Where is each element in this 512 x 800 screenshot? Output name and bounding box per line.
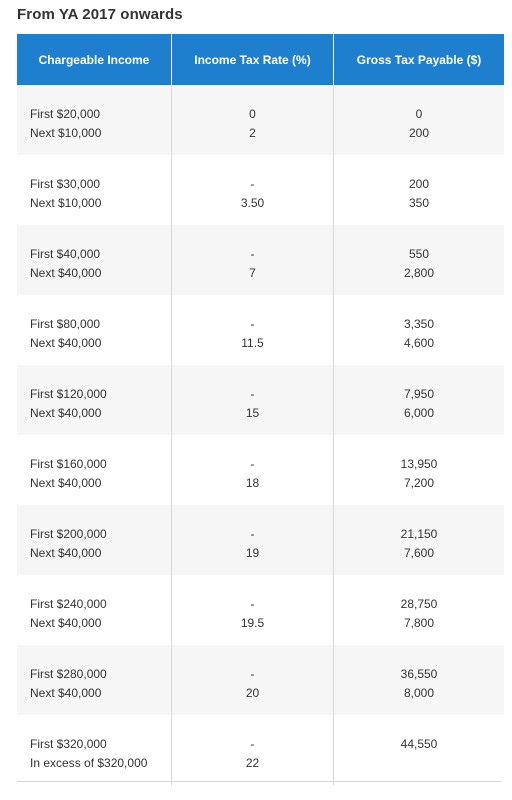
chargeable-income-cell-line: First $120,000 [30,387,107,401]
tax-rate-table-container [17,34,502,785]
table-row [17,295,504,365]
income-tax-rate-cell-line: 11.5 [241,336,264,350]
gross-tax-payable-cell [334,505,505,575]
chargeable-income-cell [17,575,172,645]
income-tax-rate-cell-line: 19.5 [240,616,265,630]
income-tax-rate-cell-line: - [250,597,255,611]
income-tax-rate-cell-line: 7 [249,266,256,280]
chargeable-income-cell [17,715,172,785]
income-tax-rate-cell-line: 2 [249,126,256,140]
table-header [17,34,504,85]
chargeable-income-cell-line: Next $10,000 [30,126,102,140]
chargeable-income-cell-line: Next $10,000 [30,196,102,210]
chargeable-income-cell-line: In excess of $320,000 [30,756,148,770]
gross-tax-payable-cell-line: 350 [408,196,430,210]
tax-rate-table [17,34,504,785]
gross-tax-payable-cell-line: 44,550 [400,737,438,751]
table-row [17,435,504,505]
table-row [17,365,504,435]
income-tax-rate-cell [172,295,334,365]
chargeable-income-cell-line: Next $40,000 [30,616,102,630]
gross-tax-payable-cell-line: 8,000 [403,686,435,700]
table-row [17,575,504,645]
gross-tax-payable-cell-line: 4,600 [403,336,435,350]
table-bottom-border [17,781,502,782]
income-tax-rate-cell-line: 19 [245,546,260,560]
chargeable-income-cell-line: First $280,000 [30,667,107,681]
header-income-tax-rate: Income Tax Rate (%) [172,34,334,85]
chargeable-income-cell-line: First $240,000 [30,597,107,611]
header-gross-tax-payable: Gross Tax Payable ($) [334,34,505,85]
income-tax-rate-cell-line: 0 [249,107,256,121]
gross-tax-payable-cell-line: 36,550 [400,667,438,681]
gross-tax-payable-cell-line: 13,950 [400,457,438,471]
table-row [17,645,504,715]
income-tax-rate-cell-line: - [250,667,255,681]
income-tax-rate-cell [172,715,334,785]
gross-tax-payable-cell-line [334,754,504,773]
income-tax-rate-cell-line: - [250,247,255,261]
income-tax-rate-cell-line: 20 [245,686,260,700]
income-tax-rate-cell-line: - [250,457,255,471]
income-tax-rate-cell [172,575,334,645]
income-tax-rate-cell-line: - [250,177,255,191]
gross-tax-payable-cell [334,435,505,505]
gross-tax-payable-cell [334,365,505,435]
chargeable-income-cell-line: Next $40,000 [30,266,102,280]
chargeable-income-cell-line: Next $40,000 [30,336,102,350]
gross-tax-payable-cell-line: 3,350 [403,317,435,331]
gross-tax-payable-cell-line: 7,800 [403,616,435,630]
gross-tax-payable-cell [334,155,505,225]
table-row [17,85,504,155]
chargeable-income-cell-line: Next $40,000 [30,546,102,560]
chargeable-income-cell [17,225,172,295]
chargeable-income-cell-line: Next $40,000 [30,686,102,700]
income-tax-rate-cell [172,365,334,435]
income-tax-rate-cell-line: 18 [245,476,260,490]
income-tax-rate-cell-line: - [250,737,255,751]
gross-tax-payable-cell-line: 2,800 [403,266,435,280]
income-tax-rate-cell [172,645,334,715]
gross-tax-payable-cell-line: 7,950 [403,387,435,401]
chargeable-income-cell-line: First $320,000 [30,737,107,751]
gross-tax-payable-cell-line: 21,150 [400,527,438,541]
gross-tax-payable-cell-line: 6,000 [403,406,435,420]
gross-tax-payable-cell-line: 7,200 [403,476,435,490]
chargeable-income-cell-line: First $160,000 [30,457,107,471]
income-tax-rate-cell-line: - [250,387,255,401]
gross-tax-payable-cell-line: 28,750 [400,597,438,611]
income-tax-rate-cell [172,225,334,295]
income-tax-rate-cell-line: 22 [245,756,260,770]
gross-tax-payable-cell [334,575,505,645]
chargeable-income-cell [17,435,172,505]
chargeable-income-cell [17,85,172,155]
gross-tax-payable-cell [334,85,505,155]
income-tax-rate-cell [172,505,334,575]
chargeable-income-cell-line: Next $40,000 [30,406,102,420]
chargeable-income-cell-line: First $40,000 [30,247,101,261]
chargeable-income-cell [17,295,172,365]
chargeable-income-cell [17,505,172,575]
income-tax-rate-cell-line: - [250,317,255,331]
chargeable-income-cell-line: First $80,000 [30,317,101,331]
income-tax-rate-cell [172,85,334,155]
chargeable-income-cell [17,645,172,715]
income-tax-rate-cell-line: 15 [245,406,260,420]
chargeable-income-cell-line: First $30,000 [30,177,101,191]
header-chargeable-income: Chargeable Income [17,34,172,85]
page-title: From YA 2017 onwards [17,6,183,23]
gross-tax-payable-cell-line: 0 [415,107,423,121]
gross-tax-payable-cell-line: 200 [408,177,430,191]
income-tax-rate-cell-line: - [250,527,255,541]
table-row [17,225,504,295]
gross-tax-payable-cell [334,295,505,365]
income-tax-rate-cell-line: 3.50 [240,196,265,210]
gross-tax-payable-cell [334,225,505,295]
header-row [17,34,504,85]
chargeable-income-cell-line: First $200,000 [30,527,107,541]
gross-tax-payable-cell [334,715,505,785]
chargeable-income-cell-line: Next $40,000 [30,476,102,490]
table-row [17,155,504,225]
chargeable-income-cell [17,365,172,435]
income-tax-rate-cell [172,435,334,505]
gross-tax-payable-cell [334,645,505,715]
table-body [17,85,504,785]
gross-tax-payable-cell-line: 550 [408,247,430,261]
table-row [17,505,504,575]
chargeable-income-cell [17,155,172,225]
gross-tax-payable-cell-line: 7,600 [403,546,435,560]
gross-tax-payable-cell-line: 200 [408,126,430,140]
chargeable-income-cell-line: First $20,000 [30,107,101,121]
income-tax-rate-cell [172,155,334,225]
table-row [17,715,504,785]
